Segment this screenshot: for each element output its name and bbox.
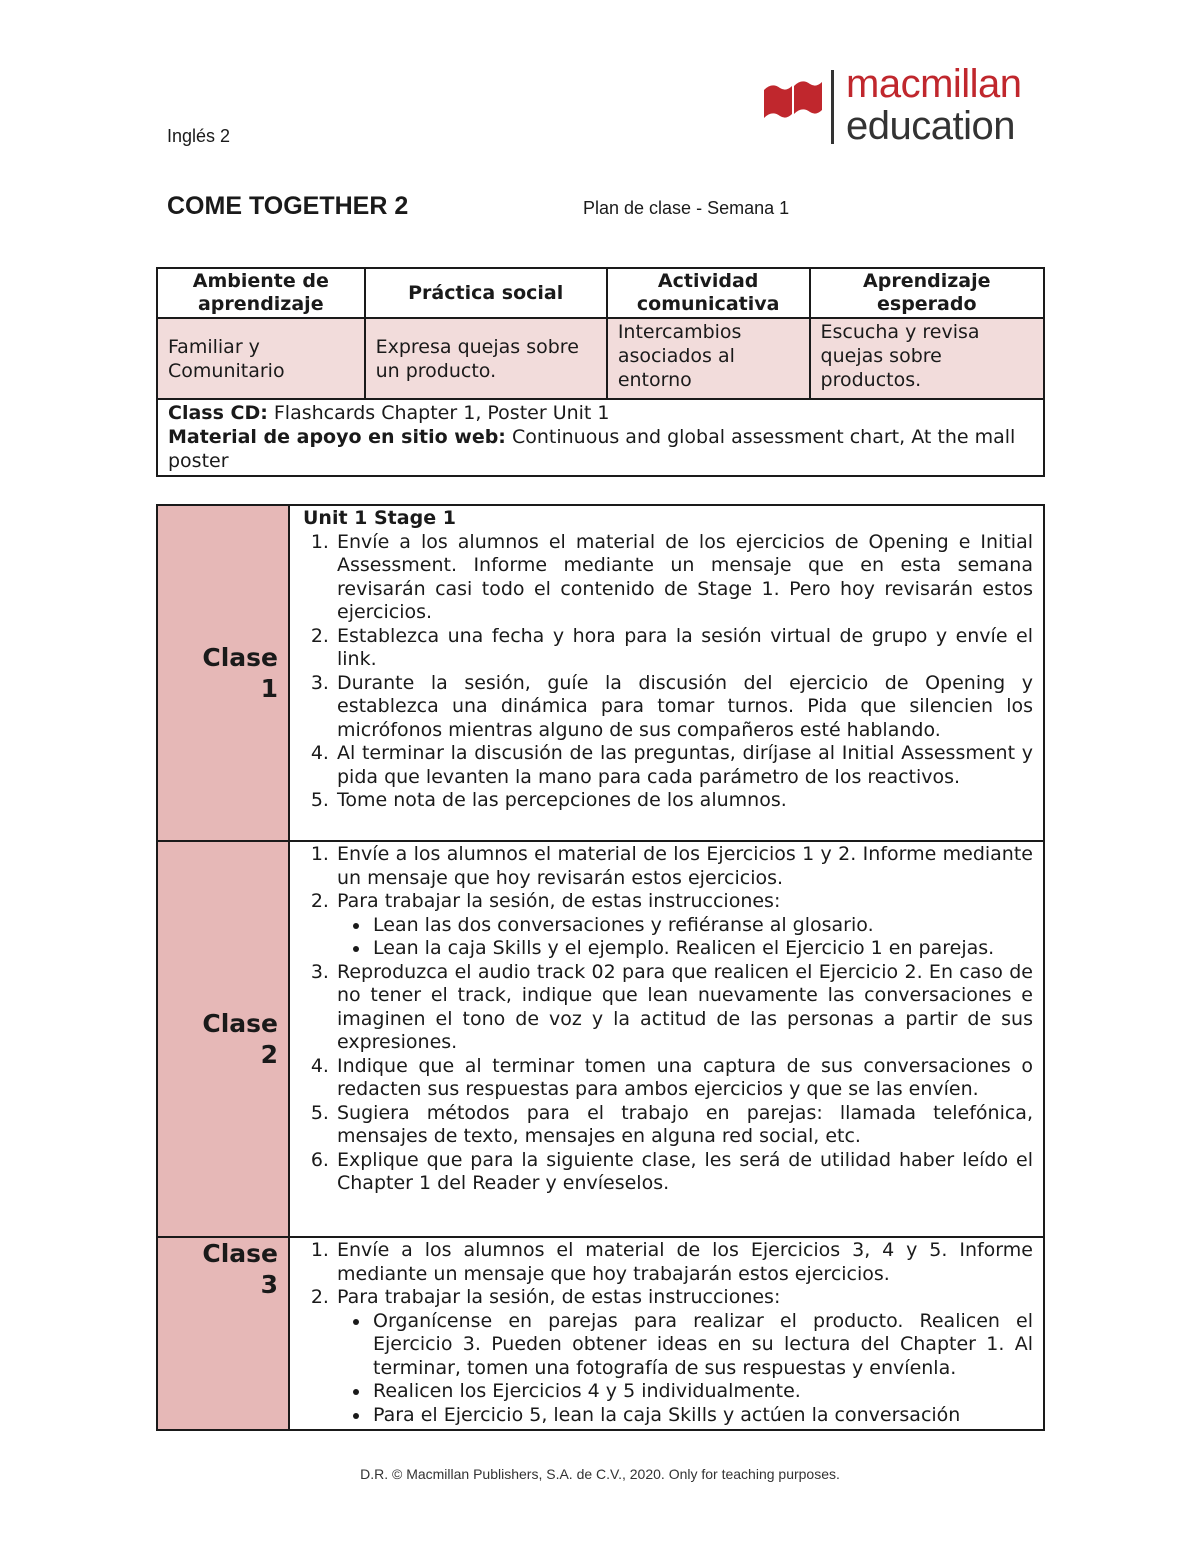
logo-divider (831, 70, 834, 144)
class-label-number: 1 (260, 674, 278, 703)
macmillan-logo (762, 62, 1042, 148)
list-item: 5. Sugiera métodos para el trabajo en parejas: llamada telefónica, mensajes de texto, mensajes en alguna red social, etc. (335, 1102, 1033, 1149)
value-aprendizaje: Escucha y revisa quejas sobre productos. (810, 318, 1044, 399)
list-item-text: Para trabajar la sesión, de estas instrucciones: (337, 1286, 781, 1308)
class-3-steps (300, 1239, 1033, 1427)
info-value-row (157, 318, 1044, 399)
class-row-3 (157, 1237, 1044, 1430)
bullet-item: • Lean la caja Skills y el ejemplo. Realicen el Ejercicio 1 en parejas. (371, 937, 1033, 961)
material-value: Continuous and global assessment chart, At the mall poster (168, 426, 1016, 472)
logo-word-education: education (846, 104, 1015, 148)
list-item: 3. Durante la sesión, guíe la discusión del ejercicio de Opening y establezca una dinámica para tomar turnos. Pida que silencien los micrófonos mientras alguno de sus compañeros esté hablando. (335, 672, 1033, 743)
class-2-instructions (337, 914, 1033, 961)
class-cd-value: Flashcards Chapter 1, Poster Unit 1 (267, 402, 610, 424)
class-row-2 (157, 841, 1044, 1237)
class-3-instructions (337, 1310, 1033, 1428)
class-content-3 (289, 1237, 1044, 1430)
class-label-word: Clase (202, 1009, 278, 1038)
header-actividad: Actividad comunicativa (607, 268, 810, 318)
materials-cell (157, 399, 1044, 476)
logo-word-macmillan: macmillan (846, 62, 1022, 106)
list-item (335, 890, 1033, 961)
class-label-1 (157, 505, 289, 841)
material-line (168, 425, 1033, 473)
class-2-steps (300, 843, 1033, 1196)
class-label-word: Clase (202, 1239, 278, 1268)
bullet-item: • Organícense en parejas para realizar el producto. Realicen el Ejercicio 3. Pueden obtener ideas en su lectura del Chapter 1. Al terminar, tomen una fotografía de sus respuestas y envíenla. (371, 1310, 1033, 1381)
list-item: 6. Explique que para la siguiente clase, les será de utilidad haber leído el Chapter 1 del Reader y envíeselos. (335, 1149, 1033, 1196)
header-ambiente: Ambiente de aprendizaje (157, 268, 365, 318)
class-content-2 (289, 841, 1044, 1237)
list-item (335, 1286, 1033, 1427)
list-item: 5. Tome nota de las percepciones de los alumnos. (335, 789, 1033, 813)
header-aprendizaje: Aprendizaje esperado (810, 268, 1044, 318)
value-practica: Expresa quejas sobre un producto. (365, 318, 607, 399)
bullet-item: • Lean las dos conversaciones y refiéranse al glosario. (371, 914, 1033, 938)
class-label-number: 3 (260, 1270, 278, 1299)
document-subtitle: Plan de clase - Semana 1 (583, 198, 790, 218)
subject-label: Inglés 2 (167, 126, 231, 146)
list-item: 1. Envíe a los alumnos el material de los Ejercicios 3, 4 y 5. Informe mediante un mensaje que hoy trabajarán estos ejercicios. (335, 1239, 1033, 1286)
info-materials-row (157, 399, 1044, 476)
list-item: 2. Establezca una fecha y hora para la sesión virtual de grupo y envíe el link. (335, 625, 1033, 672)
class-label-number: 2 (260, 1040, 278, 1069)
class-1-steps (300, 531, 1033, 813)
info-header-row (157, 268, 1044, 318)
list-item: 1. Envíe a los alumnos el material de los ejercicios de Opening e Initial Assessment. Informe mediante un mensaje que en esta semana revisarán casi todo el contenido de Stage 1. Pero hoy revisarán estos ejercicios. (335, 531, 1033, 625)
lesson-plan-table (156, 504, 1045, 1431)
list-item-text: Para trabajar la sesión, de estas instrucciones: (337, 890, 781, 912)
list-item: 1. Envíe a los alumnos el material de los Ejercicios 1 y 2. Informe mediante un mensaje que hoy revisarán estos ejercicios. (335, 843, 1033, 890)
macmillan-flag-icon (762, 76, 824, 120)
bullet-item: • Para el Ejercicio 5, lean la caja Skills y actúen la conversación (371, 1404, 1033, 1428)
unit-heading: Unit 1 Stage 1 (303, 507, 456, 529)
class-label-3 (157, 1237, 289, 1430)
list-item: 4. Indique que al terminar tomen una captura de sus conversaciones o redacten sus respuestas para ambos ejercicios y que se las envíen. (335, 1055, 1033, 1102)
footer-copyright: D.R. © Macmillan Publishers, S.A. de C.V., 2020. Only for teaching purposes. (360, 1466, 840, 1482)
class-cd-line (168, 401, 1033, 425)
value-ambiente: Familiar y Comunitario (157, 318, 365, 399)
document-title: COME TOGETHER 2 (167, 192, 409, 220)
list-item: 4. Al terminar la discusión de las preguntas, diríjase al Initial Assessment y pida que levanten la mano para cada parámetro de los reactivos. (335, 742, 1033, 789)
info-table (156, 267, 1045, 477)
header-practica: Práctica social (365, 268, 607, 318)
class-row-1 (157, 505, 1044, 841)
value-actividad: Intercambios asociados al entorno (607, 318, 810, 399)
bullet-item: • Realicen los Ejercicios 4 y 5 individualmente. (371, 1380, 1033, 1404)
class-label-2 (157, 841, 289, 1237)
list-item: 3. Reproduzca el audio track 02 para que realicen el Ejercicio 2. En caso de no tener el track, indique que lean nuevamente las conversaciones e imaginen el tono de voz y la actitud de las personas a partir de sus expresiones. (335, 961, 1033, 1055)
class-cd-label: Class CD: (168, 402, 268, 424)
material-label: Material de apoyo en sitio web: (168, 426, 506, 448)
class-content-1 (289, 505, 1044, 841)
class-label-word: Clase (202, 643, 278, 672)
